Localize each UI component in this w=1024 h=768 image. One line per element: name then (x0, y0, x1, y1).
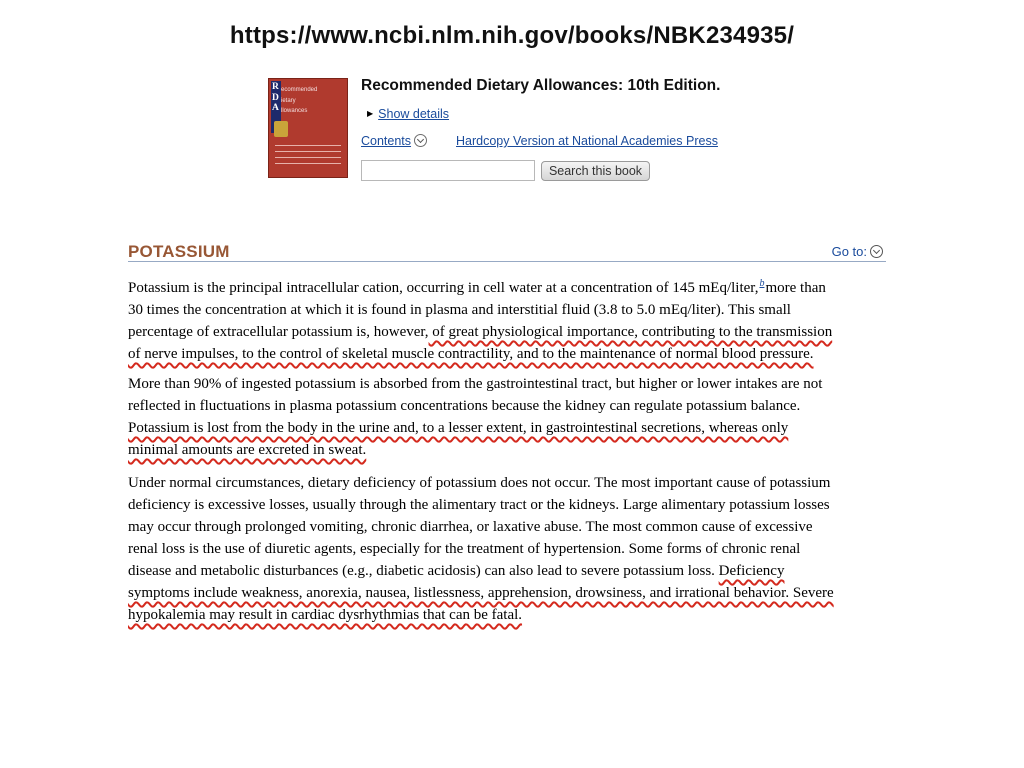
paragraph-1 (128, 273, 888, 365)
paragraph-line: More than 90% of ingested potassium is absorbed from the gastrointestinal tract, but higher or lower intakes are not (128, 376, 823, 392)
chevron-down-icon[interactable] (870, 245, 883, 258)
show-details-toggle[interactable] (367, 107, 449, 121)
chevron-down-icon[interactable] (414, 134, 427, 147)
paragraph-line (128, 604, 888, 626)
book-title: Recommended Dietary Allowances: 10th Edition. (361, 77, 721, 94)
annotated-text: Deficiency (718, 563, 785, 579)
book-cover-thumbnail[interactable] (268, 78, 348, 178)
hardcopy-link[interactable]: Hardcopy Version at National Academies Press (456, 134, 718, 148)
paragraph-line: Potassium is the principal intracellular cation, occurring in cell water at a concentration of 145 mEq/liter,$^b$more than (128, 278, 826, 296)
annotated-text: hypokalemia may result in cardiac dysrhythmias that can be fatal. (128, 607, 523, 623)
show-details-link[interactable]: Show details (378, 107, 450, 121)
cover-words: ecommended ietary llowances (281, 87, 318, 114)
paragraph-line (128, 582, 888, 604)
cover-acronym: R D A (272, 82, 279, 113)
annotated-text: of nerve impulses, to the control of skeletal muscle contractility, and to the maintenance of normal blood pressure. (128, 346, 814, 362)
book-search-input[interactable] (361, 160, 535, 181)
cover-text-lines (275, 145, 341, 169)
paragraph-line: reflected in fluctuations in plasma potassium concentrations because the kidney can regulate potassium balance. (128, 398, 801, 414)
paragraph-line: disease and metabolic disturbances (e.g., diabetic acidosis) can also lead to severe potassium loss. Deficiency (128, 563, 785, 579)
search-book-button[interactable]: Search this book (541, 161, 650, 181)
paragraph-2 (128, 373, 888, 461)
paragraph-line: deficiency is excessive losses, usually through the alimentary tract or the kidneys. Large alimentary potassium losses (128, 497, 830, 513)
paragraph-line (128, 439, 888, 461)
goto-menu[interactable]: Go to: (832, 244, 883, 259)
annotated-text: minimal amounts are excreted in sweat. (128, 442, 367, 458)
annotated-text: Potassium is lost from the body in the urine and, to a lesser extent, in gastrointestinal secretions, whereas only (128, 420, 789, 436)
annotated-text: symptoms include weakness, anorexia, nausea, listlessness, apprehension, drowsiness, and irrational behavior. Severe (128, 585, 834, 601)
annotated-text: of great physiological importance, contributing to the transmission (428, 324, 833, 340)
paragraph-line: percentage of extracellular potassium is, however, of great physiological importance, contributing to the transmission (128, 324, 833, 340)
footnote-link[interactable]: b (759, 278, 765, 289)
paragraph-line (128, 417, 888, 439)
paragraph-line: renal loss is the use of diuretic agents, especially for the treatment of hypertension. Some forms of chronic renal (128, 541, 801, 557)
section-header (128, 242, 886, 262)
source-url: https://www.ncbi.nlm.nih.gov/books/NBK234935/ (229, 22, 795, 49)
disclosure-triangle-icon: ▶ (367, 109, 374, 118)
paragraph-3 (128, 472, 888, 626)
cover-emblem (274, 121, 288, 137)
section-title: POTASSIUM (128, 242, 230, 261)
paragraph-line: may occur through prolonged vomiting, chronic diarrhea, or laxative abuse. The most common cause of excessive (128, 519, 813, 535)
paragraph-line: Under normal circumstances, dietary deficiency of potassium does not occur. The most important cause of potassium (128, 475, 831, 491)
contents-link[interactable]: Contents (361, 134, 427, 148)
paragraph-line (128, 343, 888, 365)
paragraph-line: 30 times the concentration at which it is found in plasma and interstitial fluid (3.8 to 5.0 mEq/liter). This small (128, 302, 791, 318)
